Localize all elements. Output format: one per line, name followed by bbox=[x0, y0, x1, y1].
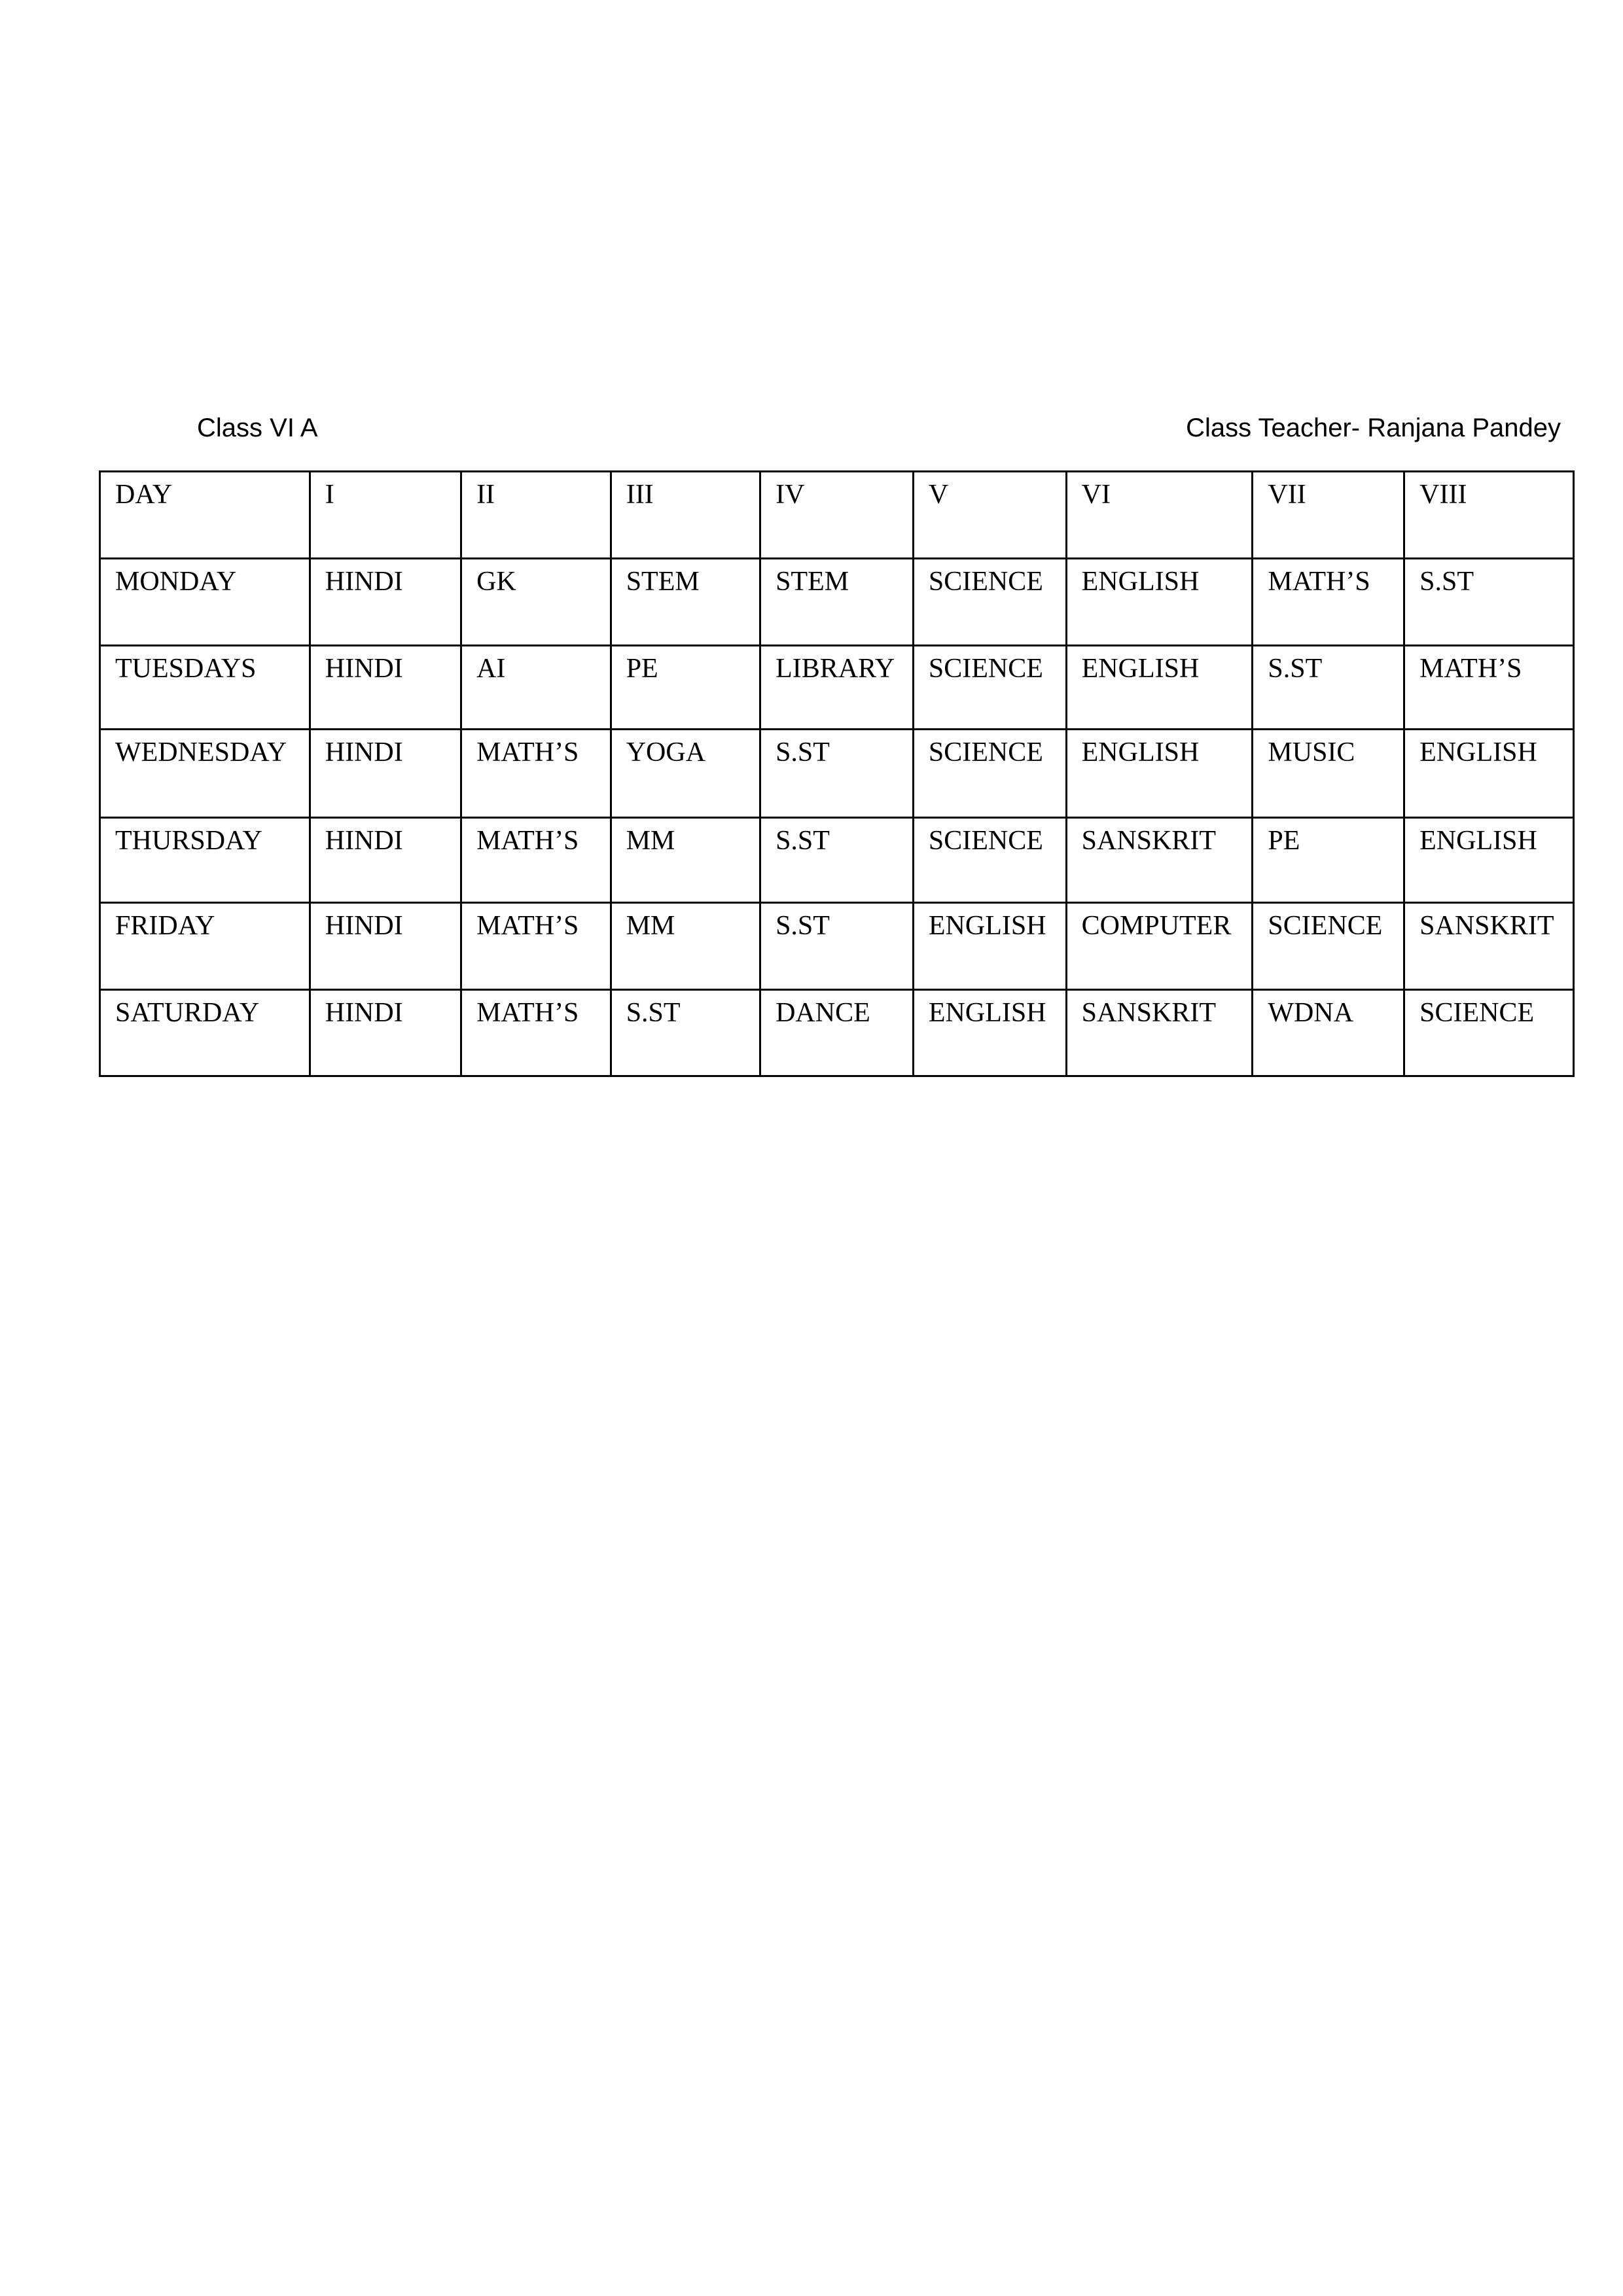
subject-cell: MATH’S bbox=[461, 990, 611, 1076]
subject-cell: SANSKRIT bbox=[1404, 903, 1574, 990]
subject-cell: ENGLISH bbox=[1066, 646, 1253, 730]
table-row bbox=[100, 990, 1574, 1076]
subject-cell: ENGLISH bbox=[913, 903, 1066, 990]
subject-cell: MM bbox=[611, 818, 760, 903]
subject-cell: SCIENCE bbox=[913, 818, 1066, 903]
subject-cell: STEM bbox=[611, 559, 760, 646]
column-header: VIII bbox=[1404, 472, 1574, 559]
day-cell: FRIDAY bbox=[100, 903, 310, 990]
subject-cell: S.ST bbox=[760, 730, 914, 818]
subject-cell: S.ST bbox=[611, 990, 760, 1076]
subject-cell: HINDI bbox=[310, 818, 461, 903]
column-header: IV bbox=[760, 472, 914, 559]
table-row bbox=[100, 903, 1574, 990]
day-cell: SATURDAY bbox=[100, 990, 310, 1076]
timetable bbox=[99, 470, 1575, 1077]
table-row bbox=[100, 559, 1574, 646]
table-row bbox=[100, 646, 1574, 730]
subject-cell: MUSIC bbox=[1253, 730, 1404, 818]
table-row bbox=[100, 730, 1574, 818]
subject-cell: MATH’S bbox=[461, 818, 611, 903]
subject-cell: MATH’S bbox=[461, 903, 611, 990]
column-header: DAY bbox=[100, 472, 310, 559]
subject-cell: SCIENCE bbox=[913, 730, 1066, 818]
day-cell: WEDNESDAY bbox=[100, 730, 310, 818]
day-cell: THURSDAY bbox=[100, 818, 310, 903]
subject-cell: YOGA bbox=[611, 730, 760, 818]
column-header: III bbox=[611, 472, 760, 559]
table-row bbox=[100, 818, 1574, 903]
subject-cell: SCIENCE bbox=[1253, 903, 1404, 990]
subject-cell: ENGLISH bbox=[1066, 559, 1253, 646]
day-cell: TUESDAYS bbox=[100, 646, 310, 730]
table-header-row bbox=[100, 472, 1574, 559]
day-cell: MONDAY bbox=[100, 559, 310, 646]
subject-cell: STEM bbox=[760, 559, 914, 646]
subject-cell: ENGLISH bbox=[913, 990, 1066, 1076]
subject-cell: PE bbox=[1253, 818, 1404, 903]
subject-cell: ENGLISH bbox=[1404, 818, 1574, 903]
subject-cell: PE bbox=[611, 646, 760, 730]
column-header: VI bbox=[1066, 472, 1253, 559]
column-header: II bbox=[461, 472, 611, 559]
subject-cell: SCIENCE bbox=[913, 559, 1066, 646]
subject-cell: AI bbox=[461, 646, 611, 730]
subject-cell: ENGLISH bbox=[1066, 730, 1253, 818]
column-header: VII bbox=[1253, 472, 1404, 559]
subject-cell: MM bbox=[611, 903, 760, 990]
subject-cell: SCIENCE bbox=[913, 646, 1066, 730]
class-label: Class VI A bbox=[197, 414, 318, 442]
subject-cell: ENGLISH bbox=[1404, 730, 1574, 818]
column-header: I bbox=[310, 472, 461, 559]
subject-cell: HINDI bbox=[310, 646, 461, 730]
subject-cell: MATH’S bbox=[1404, 646, 1574, 730]
column-header: V bbox=[913, 472, 1066, 559]
subject-cell: S.ST bbox=[760, 818, 914, 903]
subject-cell: DANCE bbox=[760, 990, 914, 1076]
subject-cell: SANSKRIT bbox=[1066, 990, 1253, 1076]
subject-cell: GK bbox=[461, 559, 611, 646]
subject-cell: HINDI bbox=[310, 559, 461, 646]
subject-cell: HINDI bbox=[310, 730, 461, 818]
subject-cell: MATH’S bbox=[1253, 559, 1404, 646]
subject-cell: WDNA bbox=[1253, 990, 1404, 1076]
subject-cell: LIBRARY bbox=[760, 646, 914, 730]
subject-cell: S.ST bbox=[760, 903, 914, 990]
subject-cell: MATH’S bbox=[461, 730, 611, 818]
subject-cell: HINDI bbox=[310, 903, 461, 990]
subject-cell: HINDI bbox=[310, 990, 461, 1076]
subject-cell: S.ST bbox=[1404, 559, 1574, 646]
subject-cell: S.ST bbox=[1253, 646, 1404, 730]
subject-cell: SCIENCE bbox=[1404, 990, 1574, 1076]
subject-cell: COMPUTER bbox=[1066, 903, 1253, 990]
class-teacher-label: Class Teacher- Ranjana Pandey bbox=[1186, 414, 1561, 442]
subject-cell: SANSKRIT bbox=[1066, 818, 1253, 903]
